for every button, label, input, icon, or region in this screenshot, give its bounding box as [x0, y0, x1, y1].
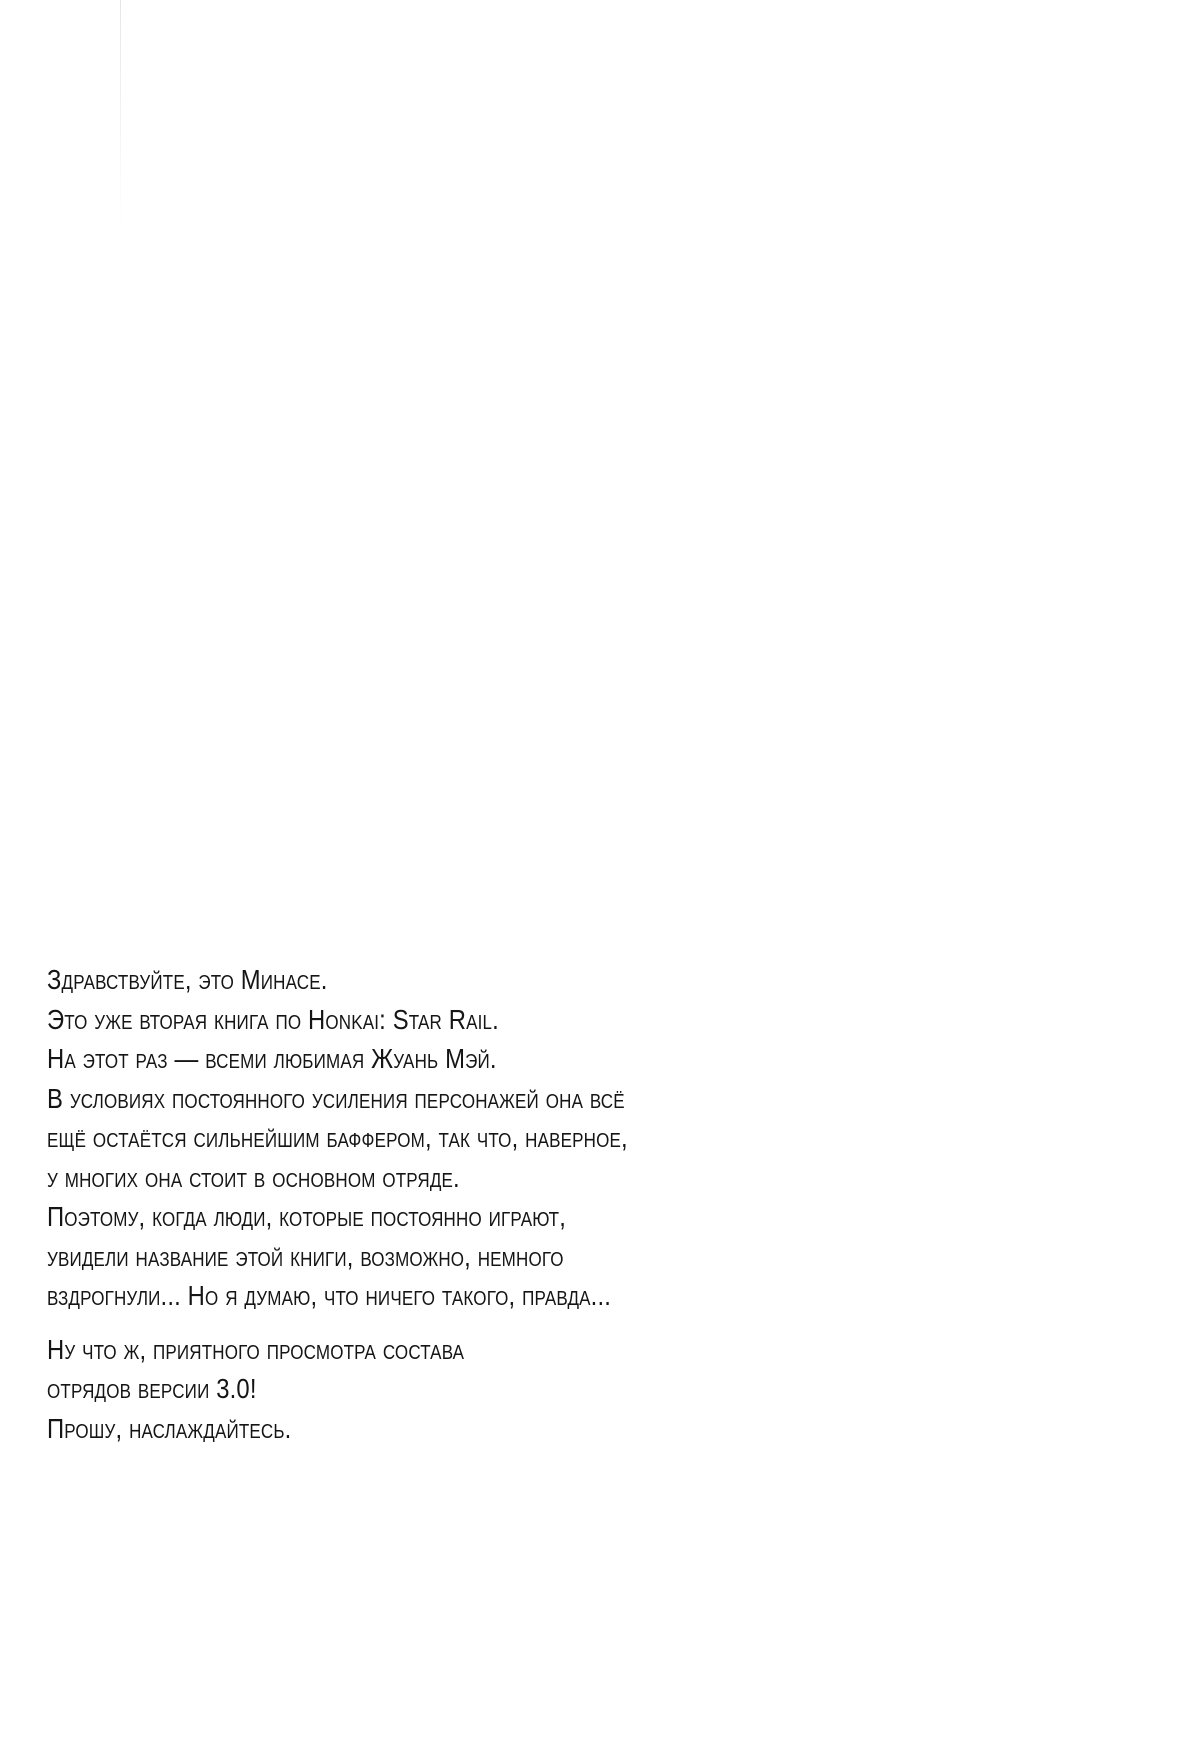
afterword-text	[47, 960, 965, 1448]
text-line: ещё остаётся сильнейшим баффером, так что, наверное,	[47, 1122, 628, 1153]
paragraph-closing	[47, 1330, 965, 1449]
text-line: Ну что ж, приятного просмотра состава	[47, 1333, 465, 1365]
text-line: у многих она стоит в основном отряде.	[47, 1161, 460, 1193]
text-line: На этот раз — всеми любимая Жуань Мэй.	[47, 1043, 497, 1074]
text-line: Прошу, наслаждайтесь.	[47, 1412, 292, 1444]
scan-edge-shadow	[120, 0, 121, 230]
paragraph-greeting	[47, 960, 965, 1316]
text-line: вздрогнули... Но я думаю, что ничего такого, правда...	[47, 1280, 612, 1311]
text-line: Поэтому, когда люди, которые постоянно играют,	[47, 1201, 567, 1232]
text-line: отрядов версии 3.0!	[47, 1373, 257, 1404]
text-line: увидели название этой книги, возможно, немного	[47, 1240, 564, 1272]
text-line: Это уже вторая книга по Honkai: Star Rail.	[47, 1003, 499, 1035]
text-line: Здравствуйте, это Минасе.	[47, 964, 328, 995]
text-line: В условиях постоянного усиления персонажей она всё	[47, 1082, 625, 1114]
